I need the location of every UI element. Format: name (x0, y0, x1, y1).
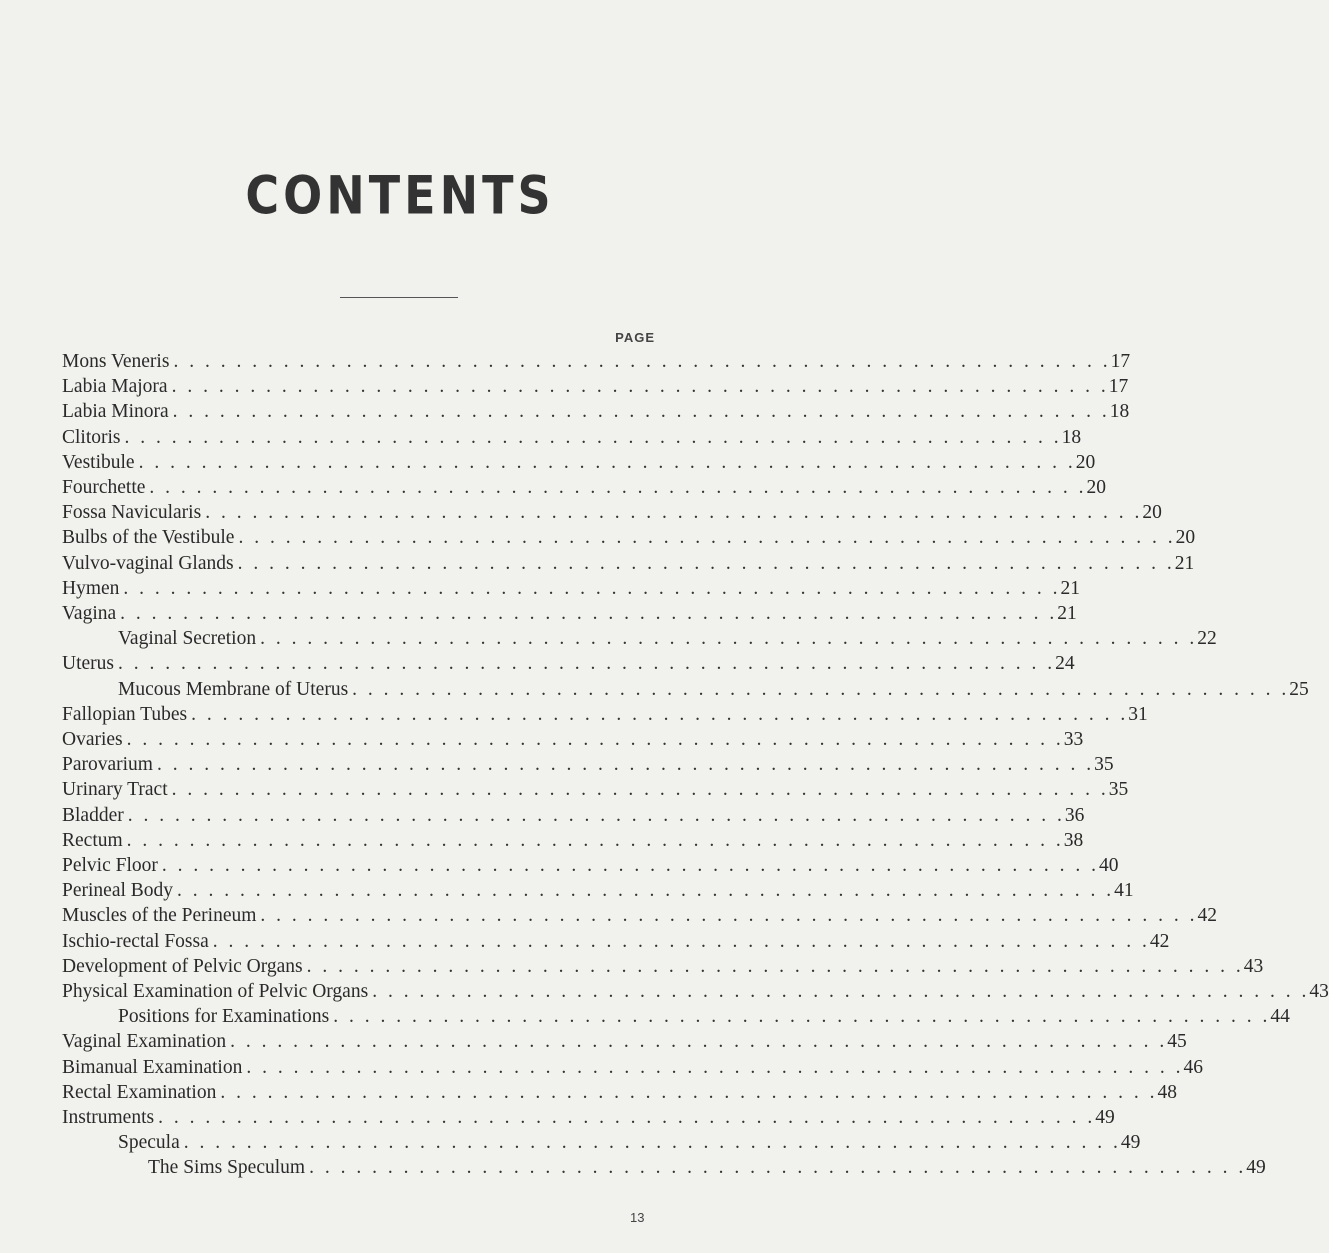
toc-entry-title: Positions for Examinations (118, 1006, 330, 1028)
toc-entry (62, 475, 1107, 500)
dot-leader: . . . . . . . . . . . . . . . . . . . . . . . . . . . . . . . . . . . . . . . . . . . . . . . . . . . . . . . . . . . . (220, 1081, 1158, 1103)
dot-leader: . . . . . . . . . . . . . . . . . . . . . . . . . . . . . . . . . . . . . . . . . . . . . . . . . . . . . . . . . . . . (306, 955, 1244, 977)
toc-entry-page: 18 (1109, 401, 1130, 423)
toc-entry (62, 702, 1148, 727)
dot-leader: . . . . . . . . . . . . . . . . . . . . . . . . . . . . . . . . . . . . . . . . . . . . . . . . . . . . . . . . . . . . (123, 577, 1061, 599)
toc-entry-title: Instruments (62, 1107, 155, 1128)
dot-leader: . . . . . . . . . . . . . . . . . . . . . . . . . . . . . . . . . . . . . . . . . . . . . . . . . . . . . . . . . . . . (333, 1006, 1271, 1028)
toc-entry (62, 752, 1114, 777)
toc-entry-title: Labia Majora (62, 376, 168, 398)
toc-entry-page: 33 (1063, 729, 1084, 750)
toc-entry-title: Parovarium (62, 754, 153, 776)
toc-entry-title: Vaginal Examination (62, 1031, 227, 1053)
toc-entry (62, 399, 1130, 424)
dot-leader: . . . . . . . . . . . . . . . . . . . . . . . . . . . . . . . . . . . . . . . . . . . . . . . . . . . . . . . . . . . . (171, 376, 1109, 398)
toc-entry-title: Vagina (62, 603, 117, 624)
toc-entry-page: 22 (1197, 628, 1217, 650)
toc-entry-title: Pelvic Floor (62, 855, 158, 876)
toc-entry-page: 17 (1110, 351, 1131, 372)
toc-entry-title: Labia Minora (62, 401, 169, 423)
toc-entry-page: 43 (1309, 981, 1329, 1002)
toc-entry (118, 1004, 1290, 1029)
toc-entry (118, 626, 1217, 651)
toc-entry-page: 36 (1064, 804, 1085, 826)
toc-entry-title: Clitoris (62, 426, 121, 448)
toc-entry (118, 677, 1309, 702)
toc-entry-title: Bimanual Examination (62, 1056, 243, 1078)
toc-entry-page: 45 (1167, 1031, 1187, 1053)
toc-entry (148, 1155, 1266, 1180)
dot-leader: . . . . . . . . . . . . . . . . . . . . . . . . . . . . . . . . . . . . . . . . . . . . . . . . . . . . . . . . . . . . (118, 653, 1056, 675)
toc-entry-title: Fossa Navicularis (62, 502, 202, 524)
toc-entry-title: Development of Pelvic Organs (62, 955, 303, 977)
toc-entry (62, 425, 1082, 450)
dot-leader: . . . . . . . . . . . . . . . . . . . . . . . . . . . . . . . . . . . . . . . . . . . . . . . . . . . . . . . . . . . . (372, 981, 1310, 1002)
dot-leader: . . . . . . . . . . . . . . . . . . . . . . . . . . . . . . . . . . . . . . . . . . . . . . . . . . . . . . . . . . . . (127, 804, 1065, 826)
dot-leader: . . . . . . . . . . . . . . . . . . . . . . . . . . . . . . . . . . . . . . . . . . . . . . . . . . . . . . . . . . . . (138, 451, 1076, 473)
toc-entry (62, 1105, 1115, 1130)
toc-entry (62, 651, 1075, 676)
toc-entry-page: 21 (1060, 577, 1081, 599)
toc-entry (62, 878, 1134, 903)
toc-entry-title: Fallopian Tubes (62, 703, 188, 725)
toc-entry-title: Bladder (62, 804, 124, 826)
toc-entry (62, 601, 1077, 626)
toc-entry (62, 1080, 1177, 1105)
dot-leader: . . . . . . . . . . . . . . . . . . . . . . . . . . . . . . . . . . . . . . . . . . . . . . . . . . . . . . . . . . . . (212, 930, 1150, 952)
toc-entry (62, 853, 1119, 878)
toc-entry-page: 43 (1243, 955, 1264, 977)
toc-entry-page: 35 (1108, 779, 1129, 801)
dot-leader: . . . . . . . . . . . . . . . . . . . . . . . . . . . . . . . . . . . . . . . . . . . . . . . . . . . . . . . . . . . . (309, 1157, 1247, 1179)
dot-leader: . . . . . . . . . . . . . . . . . . . . . . . . . . . . . . . . . . . . . . . . . . . . . . . . . . . . . . . . . . . . (238, 527, 1176, 549)
toc-entry (62, 777, 1129, 802)
toc-entry (62, 551, 1195, 576)
toc-entry-page: 20 (1142, 502, 1162, 524)
toc-entry-page: 35 (1094, 754, 1114, 776)
toc-entry-title: The Sims Speculum (148, 1157, 306, 1179)
toc-entry-page: 44 (1270, 1006, 1290, 1028)
dot-leader: . . . . . . . . . . . . . . . . . . . . . . . . . . . . . . . . . . . . . . . . . . . . . . . . . . . . . . . . . . . . (171, 779, 1109, 801)
dot-leader: . . . . . . . . . . . . . . . . . . . . . . . . . . . . . . . . . . . . . . . . . . . . . . . . . . . . . . . . . . . . (156, 754, 1095, 776)
toc-entry (62, 576, 1081, 601)
toc-entry (62, 903, 1218, 928)
toc-entry-page: 20 (1086, 477, 1107, 498)
toc-entry (62, 979, 1329, 1004)
folio-number: 13 (630, 1210, 645, 1225)
dot-leader: . . . . . . . . . . . . . . . . . . . . . . . . . . . . . . . . . . . . . . . . . . . . . . . . . . . . . . . . . . . . (260, 628, 1198, 650)
toc-entry-title: Ischio-rectal Fossa (62, 930, 209, 952)
dot-leader: . . . . . . . . . . . . . . . . . . . . . . . . . . . . . . . . . . . . . . . . . . . . . . . . . . . . . . . . . . . . (230, 1031, 1168, 1053)
dot-leader: . . . . . . . . . . . . . . . . . . . . . . . . . . . . . . . . . . . . . . . . . . . . . . . . . . . . . . . . . . . . (237, 552, 1175, 574)
dot-leader: . . . . . . . . . . . . . . . . . . . . . . . . . . . . . . . . . . . . . . . . . . . . . . . . . . . . . . . . . . . . (124, 426, 1062, 448)
toc-entry-title: Fourchette (62, 477, 146, 498)
dot-leader: . . . . . . . . . . . . . . . . . . . . . . . . . . . . . . . . . . . . . . . . . . . . . . . . . . . . . . . . . . . . (205, 502, 1143, 524)
toc-entry-title: Perineal Body (62, 880, 174, 902)
toc-entry-page: 21 (1174, 552, 1195, 574)
dot-leader: . . . . . . . . . . . . . . . . . . . . . . . . . . . . . . . . . . . . . . . . . . . . . . . . . . . . . . . . . . . . (149, 477, 1087, 498)
toc-entry-page: 24 (1055, 653, 1075, 675)
toc-entry (118, 1130, 1141, 1155)
toc-entry (62, 525, 1196, 550)
toc-entry-title: Bulbs of the Vestibule (62, 527, 235, 549)
toc-entry-title: Ovaries (62, 729, 123, 750)
toc-entry (62, 828, 1084, 853)
dot-leader: . . . . . . . . . . . . . . . . . . . . . . . . . . . . . . . . . . . . . . . . . . . . . . . . . . . . . . . . . . . . (183, 1132, 1121, 1154)
toc-entry-title: Specula (118, 1132, 180, 1154)
toc-entry-title: Rectal Examination (62, 1081, 217, 1103)
toc-entry (62, 1055, 1203, 1080)
toc-entry-page: 18 (1061, 426, 1082, 448)
toc-entry (62, 954, 1264, 979)
toc-entry (62, 929, 1170, 954)
toc-entry-title: Mucous Membrane of Uterus (118, 678, 349, 700)
toc-entry (62, 500, 1162, 525)
toc-entry-page: 49 (1120, 1132, 1141, 1154)
toc-entry-page: 40 (1099, 855, 1119, 876)
page-column-label: PAGE (615, 330, 655, 345)
toc-entry (62, 803, 1085, 828)
dot-leader: . . . . . . . . . . . . . . . . . . . . . . . . . . . . . . . . . . . . . . . . . . . . . . . . . . . . . . . . . . . . (260, 905, 1198, 927)
dot-leader: . . . . . . . . . . . . . . . . . . . . . . . . . . . . . . . . . . . . . . . . . . . . . . . . . . . . . . . . . . . . (177, 880, 1115, 902)
dot-leader: . . . . . . . . . . . . . . . . . . . . . . . . . . . . . . . . . . . . . . . . . . . . . . . . . . . . . . . . . . . . (246, 1056, 1184, 1078)
dot-leader: . . . . . . . . . . . . . . . . . . . . . . . . . . . . . . . . . . . . . . . . . . . . . . . . . . . . . . . . . . . . (126, 829, 1064, 851)
toc-entry-title: Vulvo-vaginal Glands (62, 552, 234, 574)
dot-leader: . . . . . . . . . . . . . . . . . . . . . . . . . . . . . . . . . . . . . . . . . . . . . . . . . . . . . . . . . . . . (120, 603, 1058, 624)
toc-entry-page: 42 (1197, 905, 1218, 927)
toc-entry-page: 48 (1157, 1081, 1177, 1103)
toc-entry-page: 17 (1108, 376, 1129, 398)
toc-entry-title: Rectum (62, 829, 123, 851)
toc-entry-page: 46 (1183, 1056, 1203, 1078)
toc-entry-title: Physical Examination of Pelvic Organs (62, 981, 369, 1002)
toc-entry-title: Uterus (62, 653, 114, 675)
toc-entry-page: 38 (1063, 829, 1084, 851)
dot-leader: . . . . . . . . . . . . . . . . . . . . . . . . . . . . . . . . . . . . . . . . . . . . . . . . . . . . . . . . . . . . (173, 351, 1111, 372)
toc-entry-page: 20 (1175, 527, 1196, 549)
dot-leader: . . . . . . . . . . . . . . . . . . . . . . . . . . . . . . . . . . . . . . . . . . . . . . . . . . . . . . . . . . . . (191, 703, 1129, 725)
toc-entry-page: 41 (1114, 880, 1134, 902)
dot-leader: . . . . . . . . . . . . . . . . . . . . . . . . . . . . . . . . . . . . . . . . . . . . . . . . . . . . . . . . . . . . (161, 855, 1099, 876)
toc-entry (62, 727, 1084, 752)
toc-entry-title: Vaginal Secretion (118, 628, 257, 650)
toc-entry-title: Vestibule (62, 451, 135, 473)
toc-entry-title: Muscles of the Perineum (62, 905, 257, 927)
toc-entry-page: 49 (1095, 1107, 1115, 1128)
toc-entry-page: 49 (1246, 1157, 1266, 1179)
title-divider (340, 297, 458, 298)
toc-entry-title: Hymen (62, 577, 120, 599)
toc-entry-title: Urinary Tract (62, 779, 168, 801)
dot-leader: . . . . . . . . . . . . . . . . . . . . . . . . . . . . . . . . . . . . . . . . . . . . . . . . . . . . . . . . . . . . (172, 401, 1110, 423)
toc-entry (62, 1029, 1187, 1054)
toc-entry (62, 450, 1096, 475)
toc-entry-page: 25 (1289, 678, 1309, 700)
toc-entry-page: 21 (1057, 603, 1077, 624)
toc-entry-page: 31 (1128, 703, 1148, 725)
page-title: CONTENTS (245, 163, 555, 227)
dot-leader: . . . . . . . . . . . . . . . . . . . . . . . . . . . . . . . . . . . . . . . . . . . . . . . . . . . . . . . . . . . . (352, 678, 1290, 700)
dot-leader: . . . . . . . . . . . . . . . . . . . . . . . . . . . . . . . . . . . . . . . . . . . . . . . . . . . . . . . . . . . . (126, 729, 1064, 750)
toc-entry-page: 42 (1149, 930, 1170, 952)
toc-entry (62, 374, 1129, 399)
dot-leader: . . . . . . . . . . . . . . . . . . . . . . . . . . . . . . . . . . . . . . . . . . . . . . . . . . . . . . . . . . . . (158, 1107, 1096, 1128)
toc-entry (62, 349, 1131, 374)
toc-entry-title: Mons Veneris (62, 351, 170, 372)
toc-entry-page: 20 (1075, 451, 1096, 473)
